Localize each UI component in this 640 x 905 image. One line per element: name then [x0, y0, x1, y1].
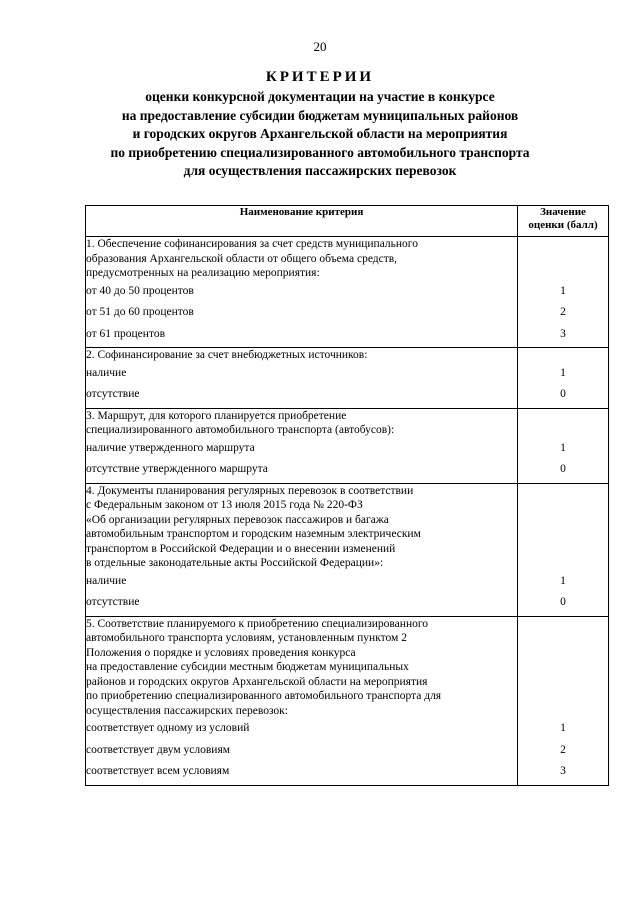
subtitle-line: на предоставление субсидии бюджетам муниципальных районов [121, 107, 519, 123]
criterion-title-line: Положения о порядке и условиях проведения конкурса [86, 646, 356, 659]
criterion-option-label: наличие [86, 574, 127, 587]
header-score-line2: оценки (балл) [528, 219, 598, 231]
document-title: КРИТЕРИИ [265, 69, 375, 85]
criterion-option-score: 1 [560, 722, 566, 734]
criteria-table [85, 205, 609, 786]
criterion-row [86, 483, 609, 616]
document-subtitle [60, 88, 580, 181]
criterion-option-label: наличие [86, 366, 127, 379]
criterion-option-label: соответствует всем условиям [86, 765, 230, 777]
criterion-option-label: наличие утвержденного маршрута [86, 441, 255, 454]
subtitle-line: для осуществления пассажирских перевозок [183, 163, 457, 178]
criterion-title-line: предусмотренных на реализацию мероприятия: [86, 267, 320, 279]
criterion-row [86, 616, 609, 785]
criterion-title-line: специализированного автомобильного транспорта (автобусов): [86, 424, 395, 436]
criterion-option-score: 3 [560, 327, 566, 340]
criterion-option-label: от 40 до 50 процентов [86, 284, 194, 297]
criterion-option-label: отсутствие утвержденного маршрута [86, 463, 268, 475]
criterion-title-line: образования Архангельской области от общего объема средств, [86, 252, 398, 265]
criterion-option-score: 1 [560, 574, 566, 587]
criterion-row [86, 348, 609, 409]
criterion-description [86, 237, 518, 348]
criterion-description [86, 348, 518, 409]
criterion-option-score: 2 [560, 743, 566, 756]
criterion-title-line: 2. Софинансирование за счет внебюджетных источников: [86, 349, 368, 361]
criterion-scores [518, 408, 609, 483]
criterion-title-line: на предоставление субсидии местным бюджетам муниципальных [86, 661, 409, 673]
header-score-line1: Значение [540, 206, 586, 218]
criterion-title-line: в отдельные законодательные акты Российской Федерации»: [86, 557, 384, 569]
header-criterion-name: Наименование критерия [86, 206, 518, 237]
criterion-title-line: транспортом в Российской Федерации и о внесении изменений [86, 542, 396, 555]
criterion-option-score: 0 [560, 596, 566, 608]
criterion-scores [518, 483, 609, 616]
criterion-option-score: 0 [560, 388, 566, 400]
criterion-option-label: соответствует двум условиям [86, 743, 231, 756]
criterion-title-line: районов и городских округов Архангельской области на мероприятия [86, 675, 428, 688]
criterion-description [86, 408, 518, 483]
criterion-option-label: отсутствие [86, 596, 140, 608]
criterion-scores [518, 616, 609, 785]
criterion-title-line: по приобретению специализированного автомобильного транспорта для [86, 690, 442, 702]
criterion-scores [518, 237, 609, 348]
criterion-title-line: 5. Соответствие планируемого к приобретению специализированного [86, 617, 429, 630]
criterion-title-line: автомобильного транспорта условиям, установленным пунктом 2 [86, 632, 407, 644]
criterion-option-label: от 51 до 60 процентов [86, 306, 194, 318]
criterion-title-line: автомобильным транспортом и городским наземным электрическим [86, 528, 421, 540]
criterion-option-label: соответствует одному из условий [86, 722, 250, 734]
criteria-body [86, 237, 609, 786]
header-score-value [518, 206, 609, 237]
subtitle-line: и городских округов Архангельской области на мероприятия [132, 126, 508, 141]
criterion-option-score: 1 [560, 284, 566, 297]
criterion-description [86, 483, 518, 616]
criterion-option-score: 3 [560, 765, 566, 777]
criterion-row [86, 237, 609, 348]
criterion-title-line: с Федеральным законом от 13 июля 2015 года № 220-ФЗ [86, 499, 363, 511]
criterion-description [86, 616, 518, 785]
criterion-title-line: 1. Обеспечение софинансирования за счет средств муниципального [86, 238, 418, 250]
criterion-title-line: «Об организации регулярных перевозок пассажиров и багажа [86, 513, 389, 526]
criterion-option-score: 1 [560, 366, 566, 379]
criterion-scores [518, 348, 609, 409]
subtitle-line: оценки конкурсной документации на участие в конкурсе [145, 89, 495, 104]
criterion-option-label: отсутствие [86, 388, 140, 400]
subtitle-line: по приобретению специализированного автомобильного транспорта [110, 144, 530, 160]
criterion-title-line: осуществления пассажирских перевозок: [86, 704, 288, 717]
criterion-option-score: 1 [560, 441, 566, 454]
page-number: 20 [313, 39, 327, 54]
criterion-title-line: 3. Маршрут, для которого планируется приобретение [86, 409, 347, 422]
criterion-row [86, 408, 609, 483]
criterion-option-label: от 61 процентов [86, 327, 165, 340]
criterion-option-score: 2 [560, 306, 566, 318]
criterion-title-line: 4. Документы планирования регулярных перевозок в соответствии [86, 484, 414, 497]
table-header-row [86, 206, 609, 237]
criterion-option-score: 0 [560, 463, 566, 475]
